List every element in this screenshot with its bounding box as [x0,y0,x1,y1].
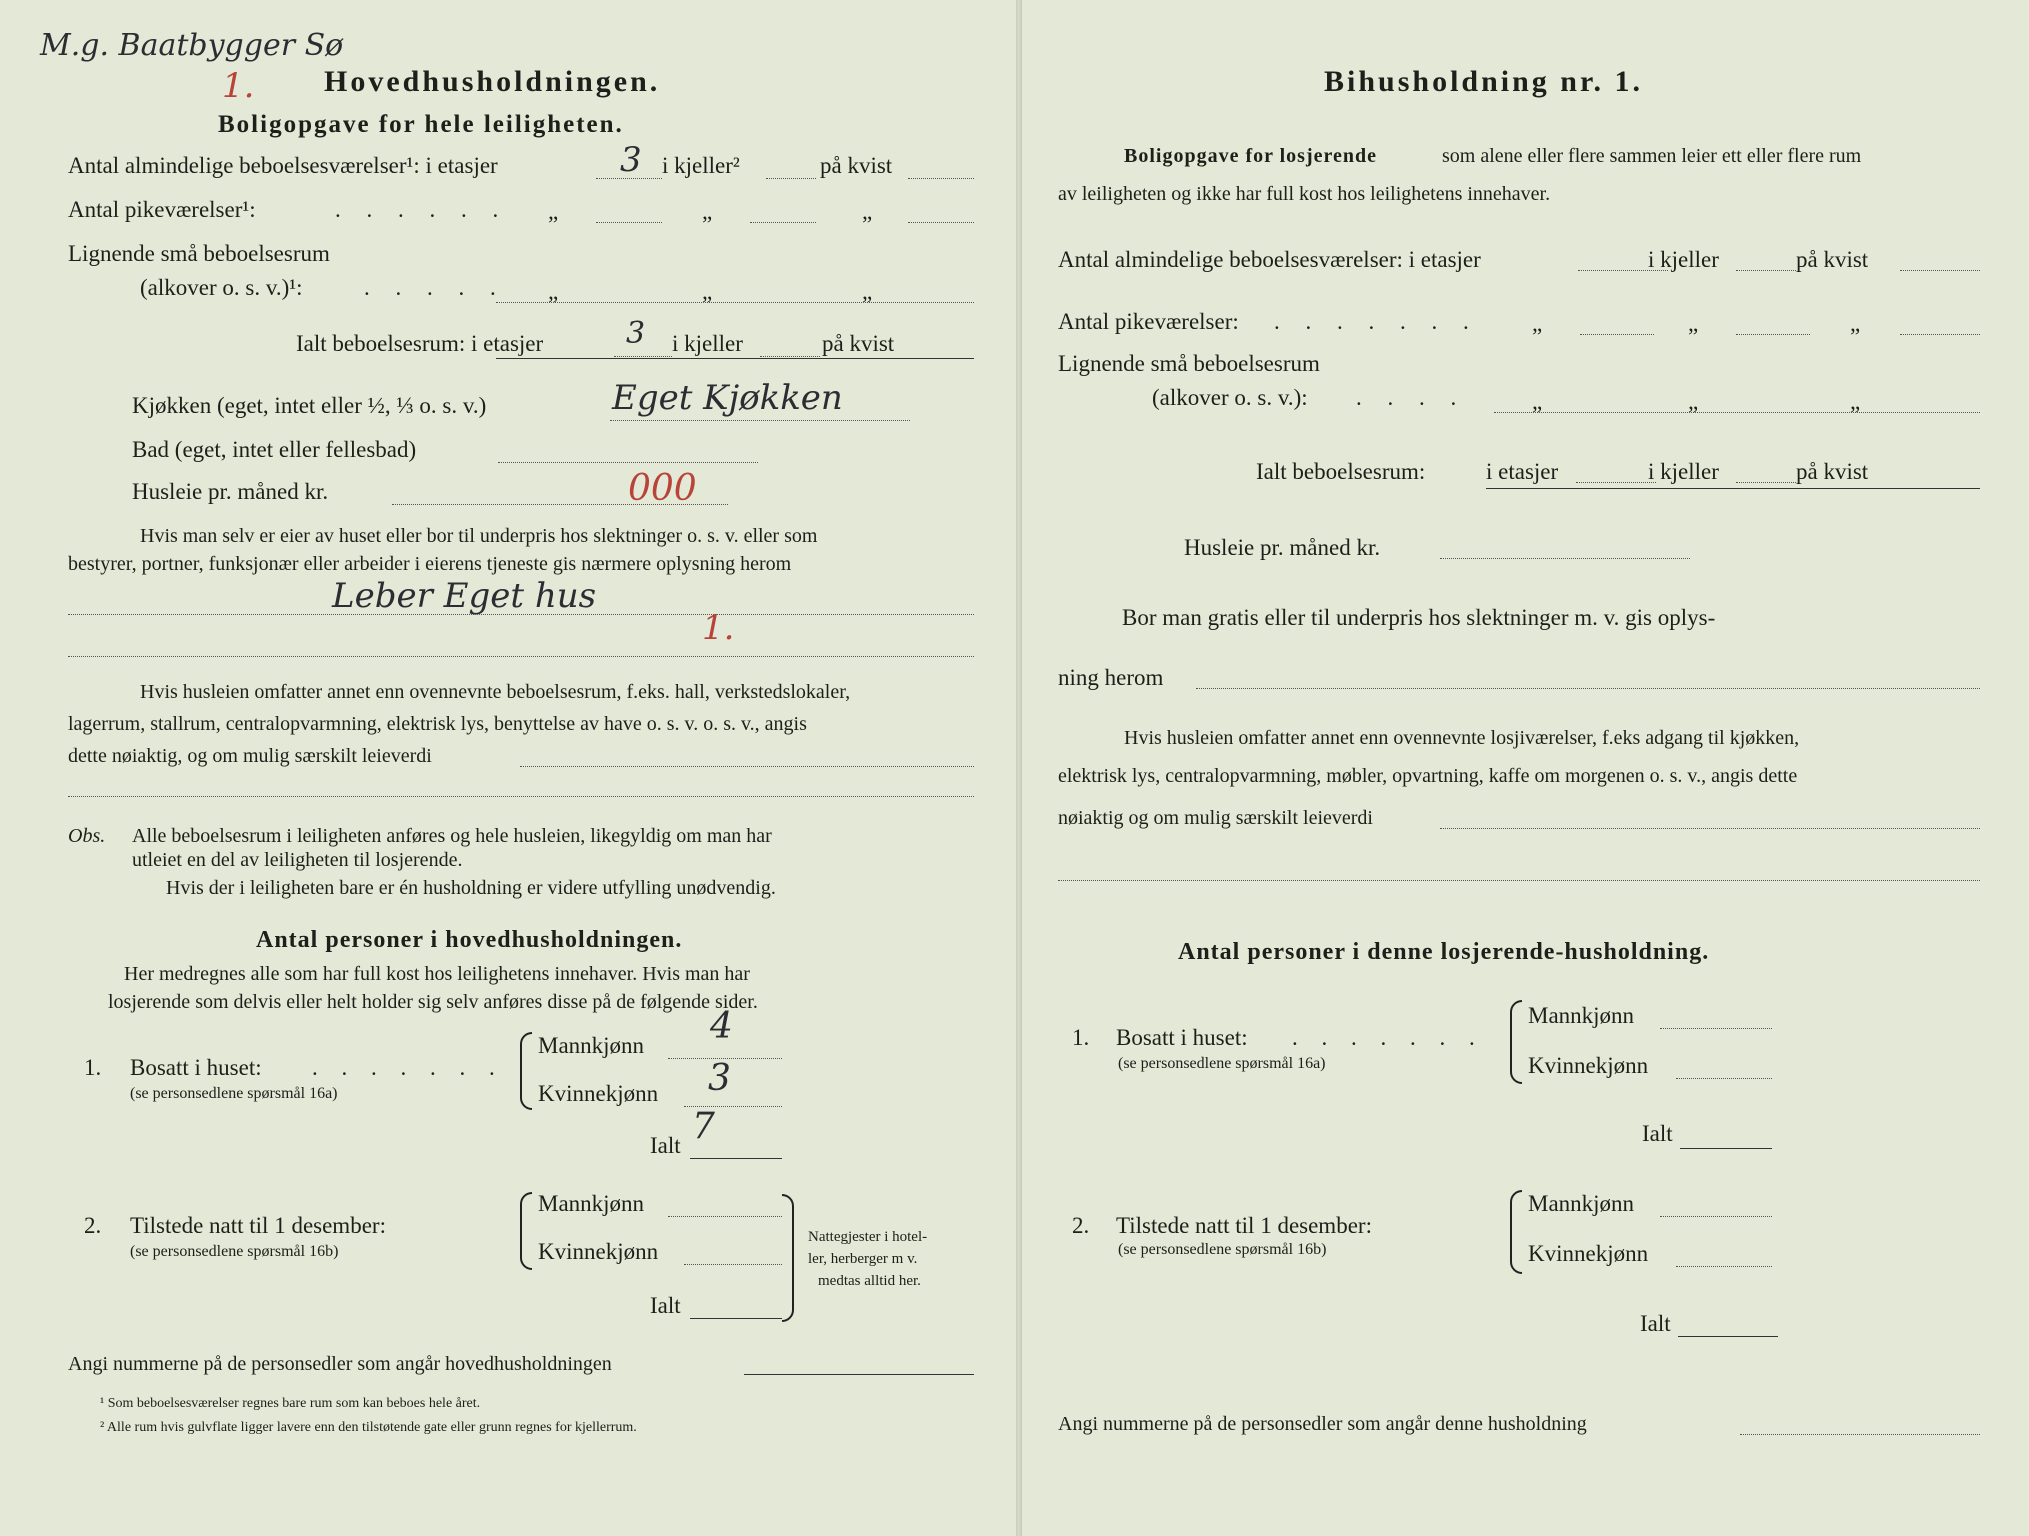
omfatter-line2: lagerrum, stallrum, centralopvarmning, elektrisk lys, benyttelse av have o. s. v. o. s. v., angis [68,713,807,735]
ialt-rooms-label: Ialt beboelsesrum: i etasjer [296,331,544,356]
omfatter-line3: dette nøiaktig, og om mulig særskilt leieverdi [68,745,432,767]
q1-label: Bosatt i huset: [130,1055,262,1080]
pike-label: Antal pikeværelser¹: [68,197,256,222]
nattegjester-line3: medtas alltid her. [818,1273,921,1289]
rooms-kjeller-field[interactable] [1736,270,1796,271]
ditto-mark: „ [1850,389,1861,414]
ditto-mark: „ [702,279,713,304]
rooms-label: Antal almindelige beboelsesværelser: i etasjer [1058,247,1481,272]
q2-brace [520,1192,532,1270]
ditto-mark: „ [1850,311,1861,336]
q2-label: Tilstede natt til 1 desember: [130,1213,386,1238]
q2-mann-field[interactable] [668,1216,782,1217]
q2-kvinne-field[interactable] [684,1264,782,1265]
ditto-mark: „ [862,199,873,224]
q1-brace [520,1032,532,1110]
omfatter-line1: Hvis husleien omfatter annet enn ovennevnte losjiværelser, f.eks adgang til kjøkken, [1124,727,1800,749]
nattegjester-line1: Nattegjester i hotel- [808,1229,928,1245]
q1-ialt-label: Ialt [650,1133,681,1158]
ditto-mark: „ [1688,389,1699,414]
ditto-mark: „ [862,279,873,304]
q1-ialt-label: Ialt [1642,1121,1673,1146]
q2-number: 2. [1072,1213,1090,1238]
q1-mann-value: 4 [710,1006,733,1047]
page-title: Bihusholdning nr. 1. [1324,65,1644,98]
ditto-mark: „ [548,279,559,304]
nattegjester-line2: ler, herberger m v. [808,1251,918,1267]
ialt-underline [496,358,974,359]
ialt-etasjer-field[interactable] [614,356,672,357]
pike-kjeller-field[interactable] [1736,334,1810,335]
q2-mann-field[interactable] [1660,1216,1772,1217]
q1-kvinne-label: Kvinnekjønn [538,1081,659,1106]
ialt-kvist-label: på kvist [822,331,895,356]
pike-kvist-field[interactable] [908,222,974,223]
intro-line2: av leiligheten og ikke har full kost hos leilighetens innehaver. [1058,183,1551,205]
angi-numbers-label: Angi nummerne på de personsedler som angår hovedhusholdningen [68,1353,612,1375]
q1-mann-label: Mannkjønn [1528,1003,1635,1028]
q2-mann-label: Mannkjønn [538,1191,645,1216]
q2-kvinne-field[interactable] [1676,1266,1772,1267]
angi-numbers-field[interactable] [1740,1434,1980,1435]
ialt-kjeller-field[interactable] [760,356,820,357]
q2-mann-label: Mannkjønn [1528,1191,1635,1216]
rooms-kjeller-label: i kjeller² [662,153,740,178]
q2-ialt-label: Ialt [650,1293,681,1318]
ditto-mark: „ [1532,389,1543,414]
gratis-line2: ning herom [1058,665,1164,690]
eier-field-line2[interactable] [68,656,974,657]
angi-numbers-label: Angi nummerne på de personsedler som angår denne husholdning [1058,1413,1587,1435]
intro-bold: Boligopgave for losjerende [1124,145,1378,167]
ialt-kjeller-field[interactable] [1736,482,1796,483]
alkover-dots: . . . . [1356,385,1467,410]
q1-dots: . . . . . . . [312,1055,504,1080]
kjokken-value: Eget Kjøkken [612,378,843,418]
alkover-label: Lignende små beboelsesrum [1058,351,1320,376]
persons-title: Antal personer i denne losjerende-husholdning. [1178,939,1710,965]
kjokken-label: Kjøkken (eget, intet eller ½, ⅓ o. s. v.) [132,393,487,418]
q2-ialt-field[interactable] [690,1318,782,1319]
q1-number: 1. [1072,1025,1090,1050]
ialt-etasjer-field[interactable] [1576,482,1656,483]
omfatter-field-2[interactable] [1058,880,1980,881]
q2-brace [1510,1190,1522,1274]
pike-kvist-field[interactable] [1900,334,1980,335]
rooms-kvist-label: på kvist [1796,247,1869,272]
q2-kvinne-label: Kvinnekjønn [1528,1241,1649,1266]
page-title: Hovedhusholdningen. [324,65,661,98]
q2-ialt-label: Ialt [1640,1311,1671,1336]
alkover-field[interactable] [496,302,974,303]
eier-mark: 1. [702,608,735,648]
alkover-sublabel: (alkover o. s. v.): [1152,385,1308,410]
footnote-2: ² Alle rum hvis gulvflate ligger lavere enn den tilstøtende gate eller grunn regnes for kjellerrum. [100,1420,637,1435]
eier-value: Leber Eget hus [332,576,597,616]
q1-ialt-value: 7 [692,1106,715,1147]
omfatter-field[interactable] [520,766,974,767]
handwritten-top-note: M.g. Baatbygger Sø [40,28,344,63]
rooms-kjeller-label: i kjeller [1648,247,1719,272]
ditto-mark: „ [1688,311,1699,336]
q2-number: 2. [84,1213,102,1238]
q1-kvinne-value: 3 [708,1058,731,1099]
husleie-field[interactable] [1440,558,1690,559]
eier-text-line1: Hvis man selv er eier av huset eller bor til underpris hos slektninger o. s. v. eller som [140,525,818,547]
ialt-underline [1486,488,1980,489]
omfatter-line1: Hvis husleien omfatter annet enn ovennevnte beboelsesrum, f.eks. hall, verkstedslokaler, [140,681,851,703]
eier-field-line1[interactable] [68,614,974,615]
alkover-sublabel: (alkover o. s. v.)¹: [140,275,303,300]
ditto-mark: „ [1532,311,1543,336]
q1-dots: . . . . . . . [1292,1025,1484,1050]
pike-dots: . . . . . . [335,197,509,222]
bad-field[interactable] [498,462,758,463]
obs-label: Obs. [68,825,106,847]
obs-line2: utleiet en del av leiligheten til losjerende. [132,849,463,871]
rooms-kvist-label: på kvist [820,153,893,178]
omfatter-field[interactable] [1440,828,1980,829]
omfatter-line3: nøiaktig og om mulig særskilt leieverdi [1058,807,1373,829]
omfatter-line2: elektrisk lys, centralopvarmning, møbler, opvartning, kaffe om morgenen o. s. v., angis dette [1058,765,1798,787]
intro-line1: som alene eller flere sammen leier ett eller flere rum [1442,145,1862,167]
obs-line1: Alle beboelsesrum i leiligheten anføres og hele husleien, likegyldig om man har [132,825,772,847]
kjokken-field[interactable] [610,420,910,421]
ialt-kjeller-label: i kjeller [672,331,743,356]
q2-sublabel: (se personsedlene spørsmål 16b) [1118,1241,1327,1258]
ialt-etasjer-label: i etasjer [1486,459,1559,484]
q1-sublabel: (se personsedlene spørsmål 16a) [1118,1055,1326,1072]
rooms-etasjer-value: 3 [620,140,642,180]
ialt-kvist-label: på kvist [1796,459,1869,484]
husleie-label: Husleie pr. måned kr. [132,479,329,504]
rooms-kvist-field[interactable] [908,178,974,179]
ialt-kjeller-label: i kjeller [1648,459,1719,484]
omfatter-field-2[interactable] [68,796,974,797]
pike-dots: . . . . . . . [1274,309,1479,334]
persons-text-line2: losjerende som delvis eller helt holder sig selv anføres disse på de følgende sider. [108,991,758,1013]
bad-label: Bad (eget, intet eller fellesbad) [132,437,417,462]
q2-ialt-field[interactable] [1678,1336,1778,1337]
q1-kvinne-field[interactable] [1676,1078,1772,1079]
ialt-etasjer-value: 3 [626,316,646,351]
eier-text-line2: bestyrer, portner, funksjonær eller arbeider i eierens tjeneste gis nærmere oplysning herom [68,553,792,575]
rooms-label: Antal almindelige beboelsesværelser¹: i etasjer [68,153,498,178]
rooms-kvist-field[interactable] [1900,270,1980,271]
pike-etasjer-field[interactable] [596,222,662,223]
ditto-mark: „ [702,199,713,224]
gratis-field[interactable] [1196,688,1980,689]
q2-sublabel: (se personsedlene spørsmål 16b) [130,1243,339,1260]
pike-kjeller-field[interactable] [750,222,816,223]
q2-label: Tilstede natt til 1 desember: [1116,1213,1372,1238]
right-page-bihusholdning [1020,0,2029,1536]
q2-kvinne-label: Kvinnekjønn [538,1239,659,1264]
angi-numbers-field[interactable] [744,1374,974,1375]
footnote-1: ¹ Som beboelsesværelser regnes bare rum som kan beboes hele året. [100,1396,481,1411]
q1-mann-label: Mannkjønn [538,1033,645,1058]
pike-label: Antal pikeværelser: [1058,309,1239,334]
obs-line3: Hvis der i leiligheten bare er én husholdning er videre utfylling unødvendig. [166,877,776,899]
husleie-label: Husleie pr. måned kr. [1184,535,1381,560]
persons-title: Antal personer i hovedhusholdningen. [256,927,683,953]
alkover-dots: . . . . . [364,275,506,300]
ditto-mark: „ [548,199,559,224]
q1-ialt-field[interactable] [1680,1148,1772,1149]
q1-brace [1510,1000,1522,1084]
persons-text-line1: Her medregnes alle som har full kost hos leilighetens innehaver. Hvis man har [124,963,750,985]
q1-kvinne-label: Kvinnekjønn [1528,1053,1649,1078]
gratis-line1: Bor man gratis eller til underpris hos slektninger m. v. gis oplys- [1122,605,1716,630]
q1-label: Bosatt i huset: [1116,1025,1248,1050]
q1-ialt-field[interactable] [690,1158,782,1159]
margin-mark: 1. [222,66,255,106]
q1-sublabel: (se personsedlene spørsmål 16a) [130,1085,338,1102]
husleie-value: 000 [628,468,697,509]
page-subtitle: Boligopgave for hele leiligheten. [218,111,624,138]
rooms-kjeller-field[interactable] [766,178,816,179]
ialt-rooms-label: Ialt beboelsesrum: [1256,459,1426,484]
q1-number: 1. [84,1055,102,1080]
q1-mann-field[interactable] [1660,1028,1772,1029]
alkover-field[interactable] [1494,412,1980,413]
pike-etasjer-field[interactable] [1580,334,1654,335]
q2-right-brace [782,1194,794,1322]
alkover-label: Lignende små beboelsesrum [68,241,330,266]
